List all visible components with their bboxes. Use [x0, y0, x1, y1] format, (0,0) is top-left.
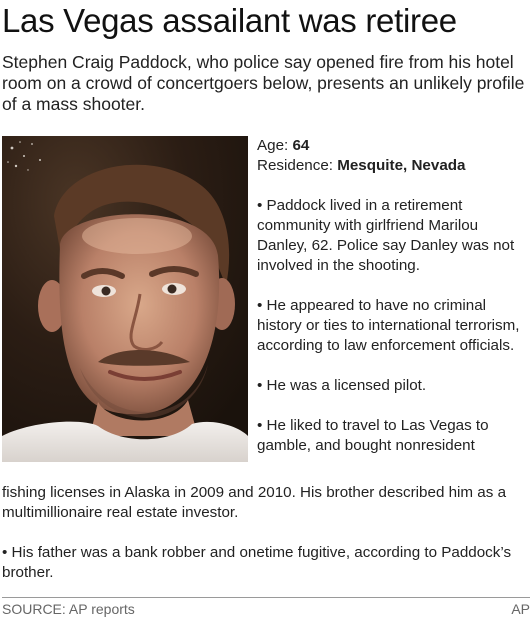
age-line	[257, 136, 529, 156]
bullet-father: • His father was a bank robber and onetime fugitive, according to Paddock’s brother.	[2, 544, 512, 581]
age-label: Age:	[257, 137, 293, 154]
residence-value: Mesquite, Nevada	[337, 157, 466, 174]
dek-subhead: Stephen Craig Paddock, who police say opened fire from his hotel room on a crowd of concertgoers below, presents an unlikely profile of a mass shooter.	[2, 52, 525, 114]
headline: Las Vegas assailant was retiree	[2, 2, 457, 39]
bullet-pilot: • He was a licensed pilot.	[257, 377, 427, 394]
age-value: 64	[292, 137, 310, 154]
residence-label: Residence:	[257, 157, 338, 174]
bullet-gamble-continued: fishing licenses in Alaska in 2009 and 2010. His brother described him as a multimillionaire real estate investor.	[2, 484, 507, 521]
facts-column	[257, 136, 529, 456]
credit-line: AP	[511, 601, 530, 617]
source-line: SOURCE: AP reports	[2, 601, 135, 617]
portrait-photo	[2, 136, 248, 462]
bullet-gamble: • He liked to travel to Las Vegas to gamble, and bought nonresident	[257, 417, 489, 454]
residence-line	[257, 156, 529, 176]
bullet-retirement: • Paddock lived in a retirement community with girlfriend Marilou Danley, 62. Police say Danley was not involved in the shooting.	[257, 197, 515, 274]
bullet-criminal-history: • He appeared to have no criminal history or ties to international terrorism, according to law enforcement officials.	[257, 297, 520, 354]
portrait-illustration	[2, 136, 248, 462]
footer-divider	[2, 597, 530, 598]
